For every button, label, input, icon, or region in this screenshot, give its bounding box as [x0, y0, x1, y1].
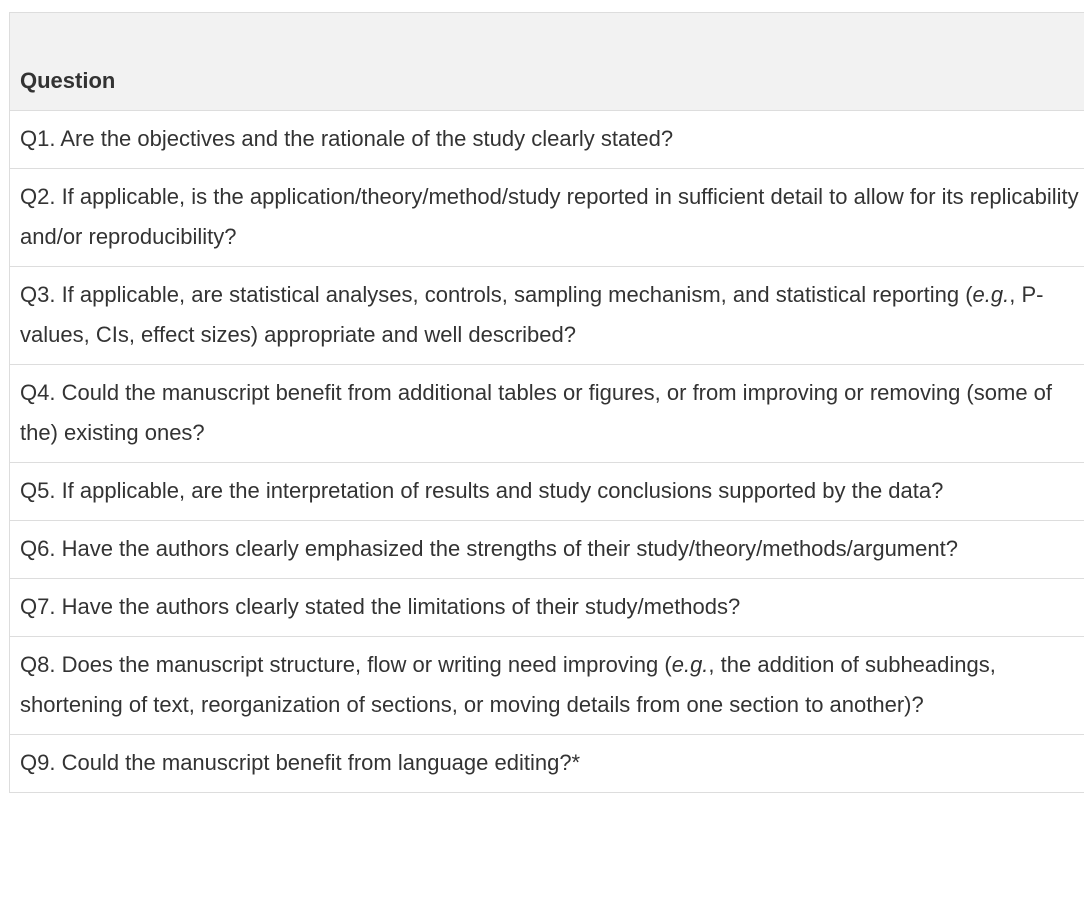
question-cell: [10, 111, 1084, 169]
table-row: [10, 169, 1084, 267]
question-text: Q5. If applicable, are the interpretation of results and study conclusions supported by the data?: [20, 478, 944, 503]
question-text: Q2. If applicable, is the application/theory/method/study reported in sufficient detail to allow for its replicability and/or reproducibility?: [20, 184, 1079, 249]
question-text: , P-values, CIs, effect sizes) appropriate and well described?: [20, 282, 1044, 347]
question-text: Q4. Could the manuscript benefit from additional tables or figures, or from improving or removing (some of the) existing ones?: [20, 380, 1053, 445]
table-body: [10, 111, 1084, 793]
question-cell: [10, 169, 1084, 267]
table-row: [10, 579, 1084, 637]
table-row: [10, 111, 1084, 169]
table-row: [10, 365, 1084, 463]
question-text: Q1. Are the objectives and the rationale of the study clearly stated?: [20, 126, 674, 151]
question-cell: [10, 267, 1084, 365]
question-text: Q7. Have the authors clearly stated the limitations of their study/methods?: [20, 594, 741, 619]
question-text: Q9. Could the manuscript benefit from language editing?*: [20, 750, 581, 775]
emphasis-text: e.g.: [972, 282, 1010, 307]
question-text: Q3. If applicable, are statistical analyses, controls, sampling mechanism, and statistical reporting (: [20, 282, 973, 307]
question-cell: [10, 735, 1084, 793]
table-header-row: [10, 13, 1084, 111]
question-cell: [10, 521, 1084, 579]
questions-table: [9, 12, 1084, 793]
table-row: [10, 637, 1084, 735]
table-row: [10, 735, 1084, 793]
table-row: [10, 267, 1084, 365]
question-cell: [10, 365, 1084, 463]
emphasis-text: e.g.: [671, 652, 709, 677]
question-text: , the addition of subheadings, shortening of text, reorganization of sections, or moving details from one section to another)?: [20, 652, 996, 717]
table-row: [10, 463, 1084, 521]
question-text: Q8. Does the manuscript structure, flow or writing need improving (: [20, 652, 672, 677]
question-cell: [10, 579, 1084, 637]
question-cell: [10, 463, 1084, 521]
questions-table-container: [9, 12, 1084, 793]
question-cell: [10, 637, 1084, 735]
column-header-question: Question: [10, 13, 1084, 111]
table-row: [10, 521, 1084, 579]
question-text: Q6. Have the authors clearly emphasized the strengths of their study/theory/methods/argument?: [20, 536, 958, 561]
